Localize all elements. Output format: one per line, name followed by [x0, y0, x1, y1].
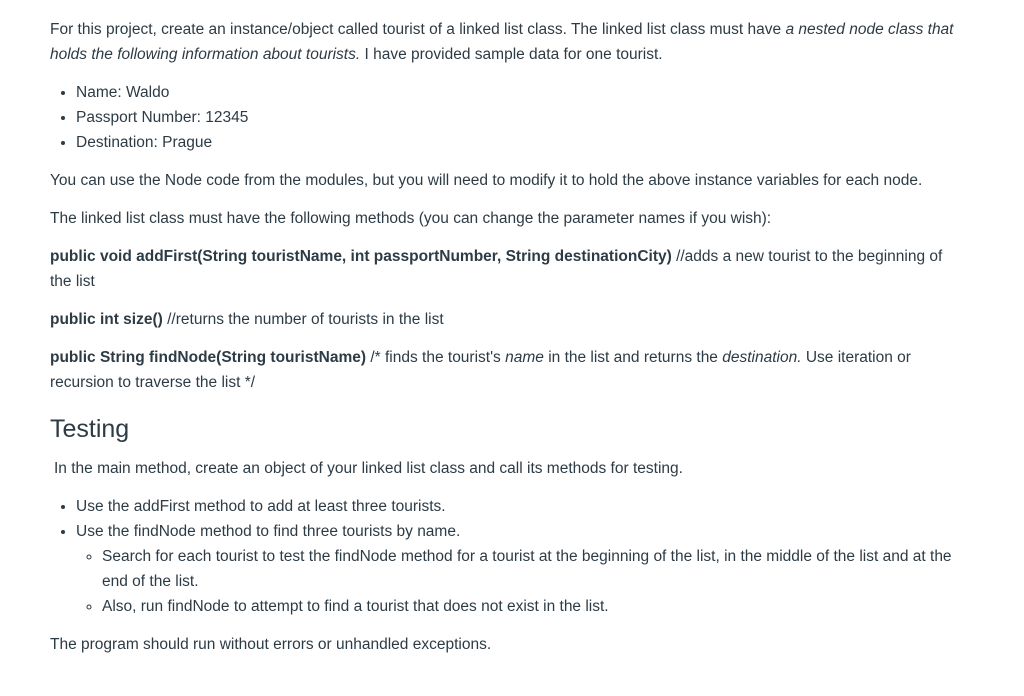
testing-item-find-node: [76, 519, 964, 619]
method-find-node: [50, 345, 964, 395]
size-signature: public int size(): [50, 311, 163, 328]
testing-sub-item-not-exist: ◦ Also, run findNode to attempt to find a tourist that does not exist in the list.: [102, 594, 964, 619]
add-first-signature: public void addFirst(String touristName, int passportNumber, String destinationCity): [50, 248, 672, 265]
testing-item-add-first: • Use the addFirst method to add at least three tourists.: [76, 494, 964, 519]
find-node-desc-a: /* finds the tourist's: [366, 349, 506, 366]
testing-heading: Testing: [50, 415, 130, 443]
find-node-desc-c: Use iteration or recursion to traverse the list */: [50, 349, 911, 391]
method-size: [50, 307, 964, 332]
list-item-passport: • Passport Number: 12345: [76, 105, 964, 130]
testing-sub-list: [76, 544, 964, 619]
find-node-desc-b: in the list and returns the: [543, 349, 723, 366]
intro-text-a: For this project, create an instance/object called tourist of a linked list class. The linked list class must have: [50, 21, 786, 38]
method-add-first: [50, 244, 964, 294]
list-item-destination: • Destination: Prague: [76, 130, 964, 155]
list-item-name: • Name: Waldo: [76, 80, 964, 105]
methods-intro: The linked list class must have the following methods (you can change the parameter names if you wish):: [50, 210, 772, 227]
sample-tourist-list: [50, 80, 964, 155]
closing-paragraph: The program should run without errors or unhandled exceptions.: [50, 636, 492, 653]
node-note: You can use the Node code from the modules, but you will need to modify it to hold the above instance variables for each node.: [50, 172, 923, 189]
testing-list: [50, 494, 964, 619]
size-description: //returns the number of tourists in the list: [162, 311, 444, 328]
intro-paragraph: [50, 17, 964, 67]
testing-sub-item-search-each: ◦ Search for each tourist to test the findNode method for a tourist at the beginning of the list, in the middle of the list and at the end of the list.: [102, 544, 964, 594]
intro-text-emphasis: a nested node class that holds the following information about tourists.: [50, 21, 954, 63]
find-node-desc-name: name: [505, 349, 544, 366]
intro-text-b: I have provided sample data for one tourist.: [360, 46, 663, 63]
add-first-description: //adds a new tourist to the beginning of the list: [50, 248, 943, 290]
find-node-signature: public String findNode(String touristName): [50, 349, 367, 366]
find-node-desc-destination: destination.: [722, 349, 802, 366]
testing-item-find-node-text: Use the findNode method to find three tourists by name.: [76, 523, 461, 540]
testing-intro: In the main method, create an object of your linked list class and call its methods for testing.: [54, 460, 683, 477]
